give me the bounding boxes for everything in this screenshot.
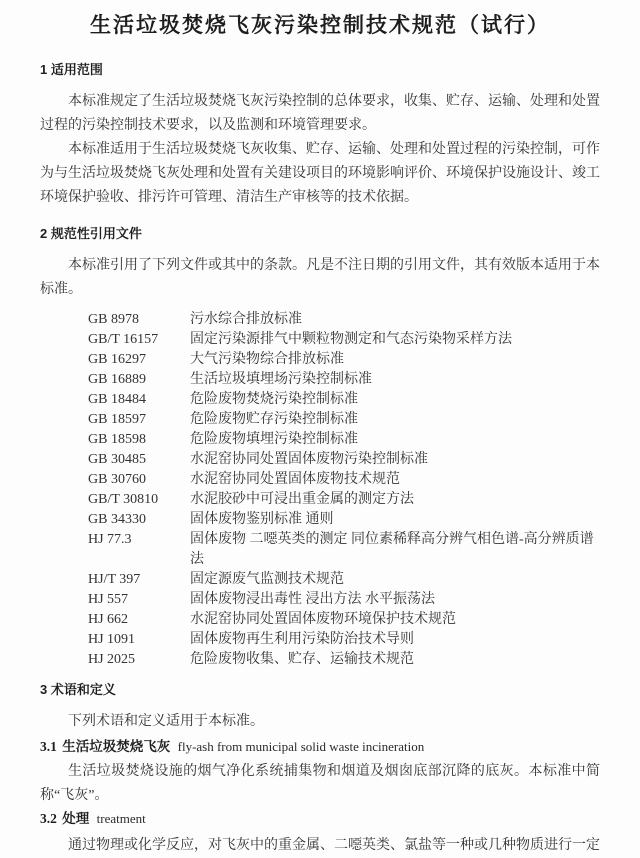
reference-name: 固定源废气监测技术规范 — [190, 572, 344, 587]
reference-code: HJ 1091 — [88, 632, 136, 647]
reference-code: GB 30760 — [88, 472, 146, 487]
reference-row — [88, 510, 600, 530]
term-name-en: treatment — [96, 811, 146, 826]
reference-code: GB 34330 — [88, 512, 146, 527]
reference-row — [88, 490, 600, 510]
document-title: 生活垃圾焚烧飞灰污染控制技术规范（试行） — [90, 14, 550, 37]
reference-code: HJ 662 — [88, 612, 129, 627]
reference-name: 水泥窑协同处置固体废物技术规范 — [190, 472, 400, 487]
reference-list — [40, 310, 600, 670]
reference-name: 水泥胶砂中可浸出重金属的测定方法 — [190, 492, 414, 507]
reference-code: HJ/T 397 — [88, 572, 141, 587]
reference-name: 危险废物焚烧污染控制标准 — [190, 392, 358, 407]
section-3-heading: 3 术语和定义 — [40, 682, 116, 697]
reference-row — [88, 330, 600, 350]
reference-name: 危险废物贮存污染控制标准 — [190, 412, 358, 427]
reference-code: HJ 557 — [88, 592, 129, 607]
term-name-zh: 生活垃圾焚烧飞灰 — [62, 739, 171, 754]
reference-code: GB/T 30810 — [88, 492, 159, 507]
reference-row — [88, 310, 600, 330]
reference-code: GB 8978 — [88, 312, 139, 327]
reference-code: GB 18598 — [88, 432, 146, 447]
reference-name: 固体废物再生利用污染防治技术导则 — [190, 632, 414, 647]
reference-name: 固体废物鉴别标准 通则 — [190, 512, 334, 527]
reference-code: GB 30485 — [88, 452, 146, 467]
reference-row — [88, 390, 600, 410]
section-1-paragraph-2: 本标准适用于生活垃圾焚烧飞灰收集、贮存、运输、处理和处置过程的污染控制，可作为与生活垃圾焚烧飞灰处理和处置有关建设项目的环境影响评价、环境保护设施设计、竣工环境保护验收、排污许可管理、清洁生产审核等的技术依据。 — [40, 142, 600, 205]
reference-row — [88, 650, 600, 670]
reference-name: 生活垃圾填埋场污染控制标准 — [190, 372, 372, 387]
reference-code: GB 18597 — [88, 412, 146, 427]
reference-name: 污水综合排放标准 — [190, 312, 302, 327]
reference-row — [88, 370, 600, 390]
reference-code: HJ 2025 — [88, 652, 136, 667]
reference-code: GB 18484 — [88, 392, 146, 407]
section-2-heading: 2 规范性引用文件 — [40, 226, 142, 241]
reference-row — [88, 590, 600, 610]
term-number: 3.1 — [40, 739, 57, 754]
term-3-1-definition: 生活垃圾焚烧设施的烟气净化系统捕集物和烟道及烟囱底部沉降的底灰。本标准中简称“飞灰”。 — [40, 764, 600, 803]
reference-name: 固定污染源排气中颗粒物测定和气态污染物采样方法 — [190, 332, 512, 347]
reference-row — [88, 470, 600, 490]
section-1-heading: 1 适用范围 — [40, 62, 103, 77]
reference-name: 固体废物 二噁英类的测定 同位素稀释高分辨气相色谱-高分辨质谱法 — [190, 532, 594, 567]
term-name-zh: 处理 — [62, 811, 90, 826]
term-3-2-definition: 通过物理或化学反应，对飞灰中的重金属、二噁英类、氯盐等一种或几种物质进行一定 — [68, 838, 600, 853]
reference-name: 危险废物收集、贮存、运输技术规范 — [190, 652, 414, 667]
reference-code: HJ 77.3 — [88, 532, 132, 547]
reference-row — [88, 630, 600, 650]
reference-row — [88, 350, 600, 370]
reference-row — [88, 570, 600, 590]
term-3-1-heading — [40, 738, 600, 756]
reference-name: 水泥窑协同处置固体废物污染控制标准 — [190, 452, 428, 467]
reference-name: 水泥窑协同处置固体废物环境保护技术规范 — [190, 612, 456, 627]
section-1-paragraph-1: 本标准规定了生活垃圾焚烧飞灰污染控制的总体要求，收集、贮存、运输、处理和处置过程的污染控制技术要求，以及监测和环境管理要求。 — [40, 94, 600, 133]
section-2-paragraph-1: 本标准引用了下列文件或其中的条款。凡是不注日期的引用文件，其有效版本适用于本标准。 — [40, 258, 600, 297]
reference-code: GB 16297 — [88, 352, 146, 367]
reference-code: GB/T 16157 — [88, 332, 159, 347]
reference-row — [88, 410, 600, 430]
reference-row — [88, 430, 600, 450]
section-3-paragraph-1: 下列术语和定义适用于本标准。 — [68, 714, 264, 729]
term-name-en: fly-ash from municipal solid waste incineration — [177, 739, 425, 754]
reference-row — [88, 610, 600, 630]
reference-name: 大气污染物综合排放标准 — [190, 352, 344, 367]
term-3-2-heading — [40, 810, 600, 828]
reference-code: GB 16889 — [88, 372, 146, 387]
reference-name: 危险废物填埋污染控制标准 — [190, 432, 358, 447]
reference-name: 固体废物浸出毒性 浸出方法 水平振荡法 — [190, 592, 435, 607]
reference-row — [88, 450, 600, 470]
reference-row — [88, 530, 600, 570]
term-number: 3.2 — [40, 811, 57, 826]
